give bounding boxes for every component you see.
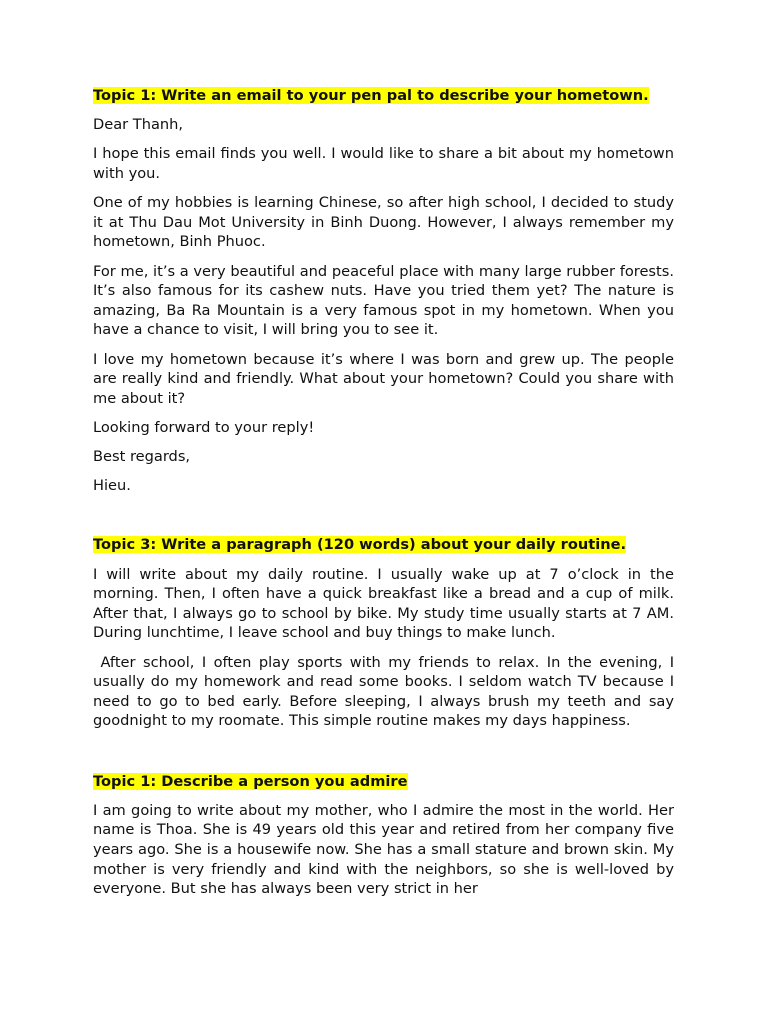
paragraph: I hope this email finds you well. I would like to share a bit about my hometown with you. [93, 145, 674, 182]
highlighted-heading-text: Topic 3: Write a paragraph (120 words) about your daily routine. [93, 536, 627, 554]
email-closing: Best regards, [93, 448, 191, 466]
topic-daily-routine-section [93, 535, 679, 731]
paragraph: After school, I often play sports with my friends to relax. In the evening, I usually do my homework and read some books. I seldom watch TV because I need to go to bed early. Before sleeping, I always brush my teeth and say goodnight to my roomate. This simple routine makes my days happiness. [93, 653, 679, 730]
paragraph: I will write about my daily routine. I usually wake up at 7 o’clock in the morning. Then, I often have a quick breakfast like a bread and a cup of milk. After that, I always go to school by bike. My study time usually starts at 7 AM. During lunchtime, I leave school and buy things to make lunch. [93, 565, 674, 642]
email-signature: Hieu. [93, 477, 131, 495]
highlighted-heading-text: Topic 1: Write an email to your pen pal to describe your hometown. [93, 87, 649, 104]
document-page [93, 86, 679, 908]
paragraph: Looking forward to your reply! [93, 418, 315, 436]
topic-email-section [93, 86, 674, 496]
paragraph: One of my hobbies is learning Chinese, so after high school, I decided to study it at Thu Dau Mot University in Binh Duong. However, I always remember my hometown, Binh Phuoc. [93, 194, 674, 251]
paragraph: For me, it’s a very beautiful and peaceful place with many large rubber forests. It’s also famous for its cashew nuts. Have you tried them yet? The nature is amazing, Ba Ra Mountain is a very famous spot in my hometown. When you have a chance to visit, I will bring you to see it. [93, 262, 674, 339]
section-heading [93, 772, 674, 792]
section-spacer [93, 505, 674, 535]
email-greeting: Dear Thanh, [93, 116, 184, 134]
section-heading [93, 86, 674, 106]
topic-person-admire-section [93, 772, 674, 899]
highlighted-heading-text: Topic 1: Describe a person you admire [93, 772, 408, 790]
section-spacer [93, 741, 674, 772]
paragraph: I love my hometown because it’s where I was born and grew up. The people are really kind and friendly. What about your hometown? Could you share with me about it? [93, 350, 674, 407]
section-heading [93, 535, 674, 555]
paragraph: I am going to write about my mother, who I admire the most in the world. Her name is Thoa. She is 49 years old this year and retired from her company five years ago. She is a housewife now. She has a small stature and brown skin. My mother is very friendly and kind with the neighbors, so she is well-loved by everyone. But she has always been very strict in her [93, 801, 674, 898]
